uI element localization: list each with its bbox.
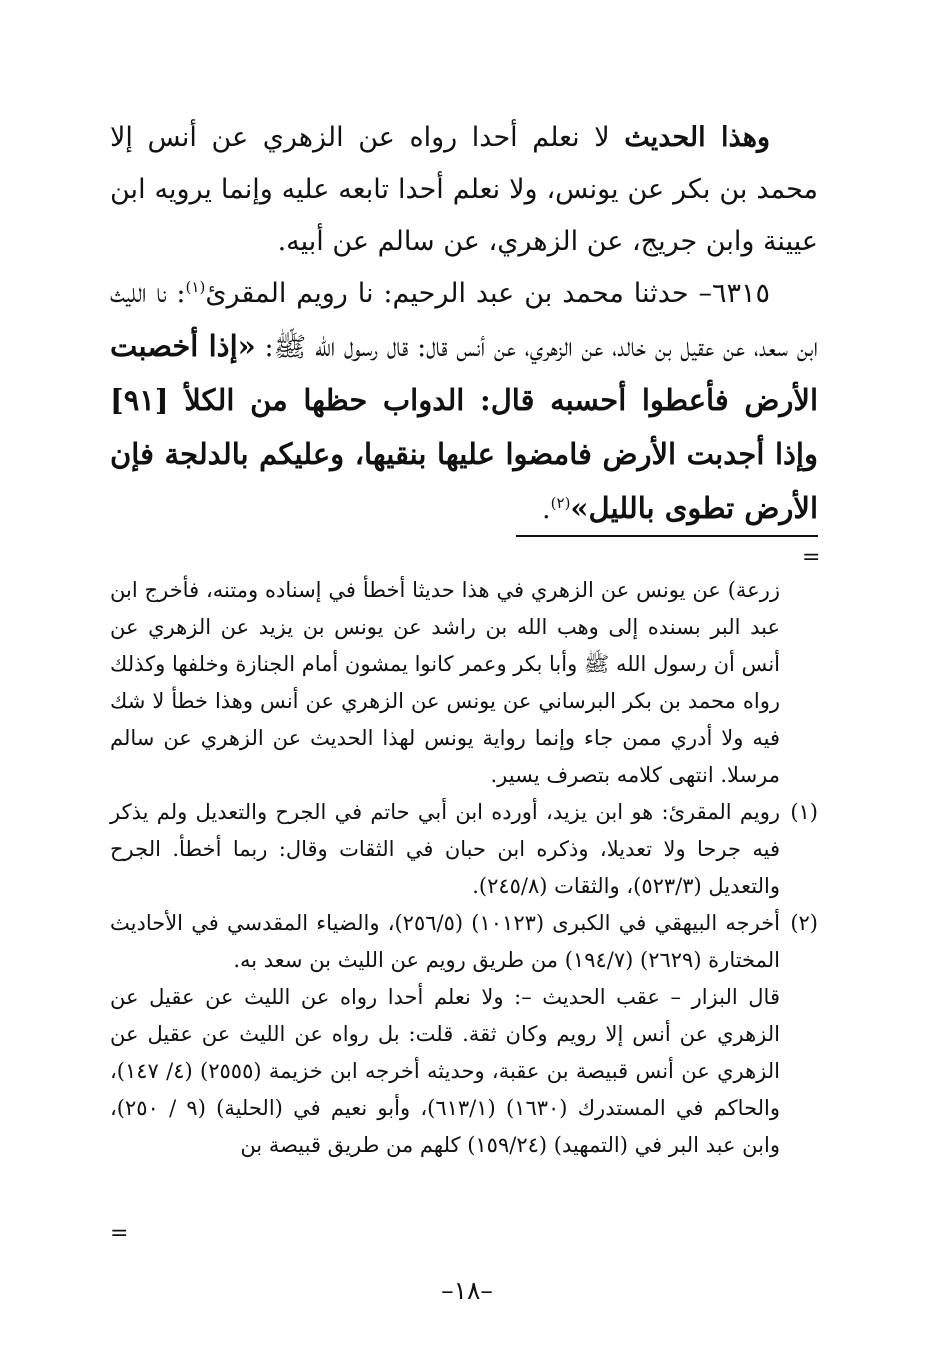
isnad-text: ٦٣١٥– حدثنا محمد بن عبد الرحيم: نا رويم المقرئ [205, 278, 770, 309]
lead-phrase: وهذا الحديث [624, 122, 770, 153]
footnote-2-continuation: قال البزار – عقب الحديث –: ولا نعلم أحدا رواه عن الليث عن عقيل عن الزهري عن أنس إلا رويم وكان ثقة. قلت: بل رواه عن الليث عن عقيل عن الزهري عن أنس قبيصة بن عقبة، وحديثه أخرجه ابن خزيمة (٢٥٥٥) (٤/ ١٤٧)، والحاكم في المستدرك (١٦٣٠) (٦١٣/١)، وأبو نعيم في (الحلية) (٩ / ٢٥٠)، وابن عبد البر في (التمهيد) (١٥٩/٢٤) كلهم من طريق قبيصة بن [110, 985, 780, 1157]
footnotes [110, 572, 818, 1164]
footnote-1-number: (١) [790, 800, 818, 824]
page-number: –١٨– [441, 1276, 493, 1305]
footnote-1 [110, 794, 818, 905]
continuation-mark-top: = [802, 545, 821, 570]
footnote-2 [110, 905, 818, 979]
paragraph-commentary [110, 112, 818, 268]
footnote-2-text: أخرجه البيهقي في الكبرى (١٠١٢٣) (٢٥٦/٥)، والضياء المقدسي في الأحاديث المختارة (٢٦٢٩) (١٩٤/٧) من طريق رويم عن الليث بن سعد به. [110, 911, 781, 972]
continuation-mark-bottom: = [110, 1221, 129, 1246]
hadith-matn: «إذا أخصبت الأرض فأعطوا أحسبه قال: الدواب حظها من الكلأ [٩١] وإذا أجدبت الأرض فامضوا عليها بنقيها، وعليكم بالدلجة فإن الأرض تطوى بالليل» [110, 329, 818, 525]
paragraph-commentary-text: لا نعلم أحدا رواه عن الزهري عن أنس إلا محمد بن بكر عن يونس، ولا نعلم أحدا تابعه عليه وإنما يرويه ابن عيينة وابن جريج، عن الزهري، عن سالم عن أبيه. [110, 122, 818, 257]
paragraph-hadith [110, 268, 818, 536]
footnote-separator [516, 535, 818, 537]
isnad-text-rest: : نا الليث ابن سعد، عن عقيل بن خالد، عن الزهري، عن أنس قال: قال رسول الله ﷺ: [110, 278, 818, 363]
footnote-ref-1: (١) [185, 278, 206, 296]
main-text [110, 112, 818, 536]
footnote-ref-2: (٢) [550, 494, 571, 512]
footnote-1-text: رويم المقرئ: هو ابن يزيد، أورده ابن أبي حاتم في الجرح والتعديل ولم يذكر فيه جرحا ولا تعديلا، وذكره ابن حبان في الثقات وقال: ربما أخطأ. الجرح والتعديل (٥٢٣/٣)، والثقات (٢٤٥/٨). [110, 800, 780, 898]
footnote-2-number: (٢) [790, 911, 818, 935]
footnote-continuation: زرعة) عن يونس عن الزهري في هذا حديثا أخطأ في إسناده ومتنه، فأخرج ابن عبد البر بسنده إلى وهب الله بن راشد عن يونس بن يزيد عن الزهري عن أنس أن رسول الله ﷺ وأبا بكر وعمر كانوا يمشون أمام الجنازة وخلفها وكذلك رواه محمد بن بكر البرساني عن يونس عن الزهري عن أنس وهذا خطأ لا شك فيه ولا أدري ممن جاء وإنما رواية يونس لهذا الحديث عن الزهري عن سالم مرسلا. انتهى كلامه بتصرف يسير. [110, 578, 780, 787]
hadith-end: . [542, 494, 551, 525]
